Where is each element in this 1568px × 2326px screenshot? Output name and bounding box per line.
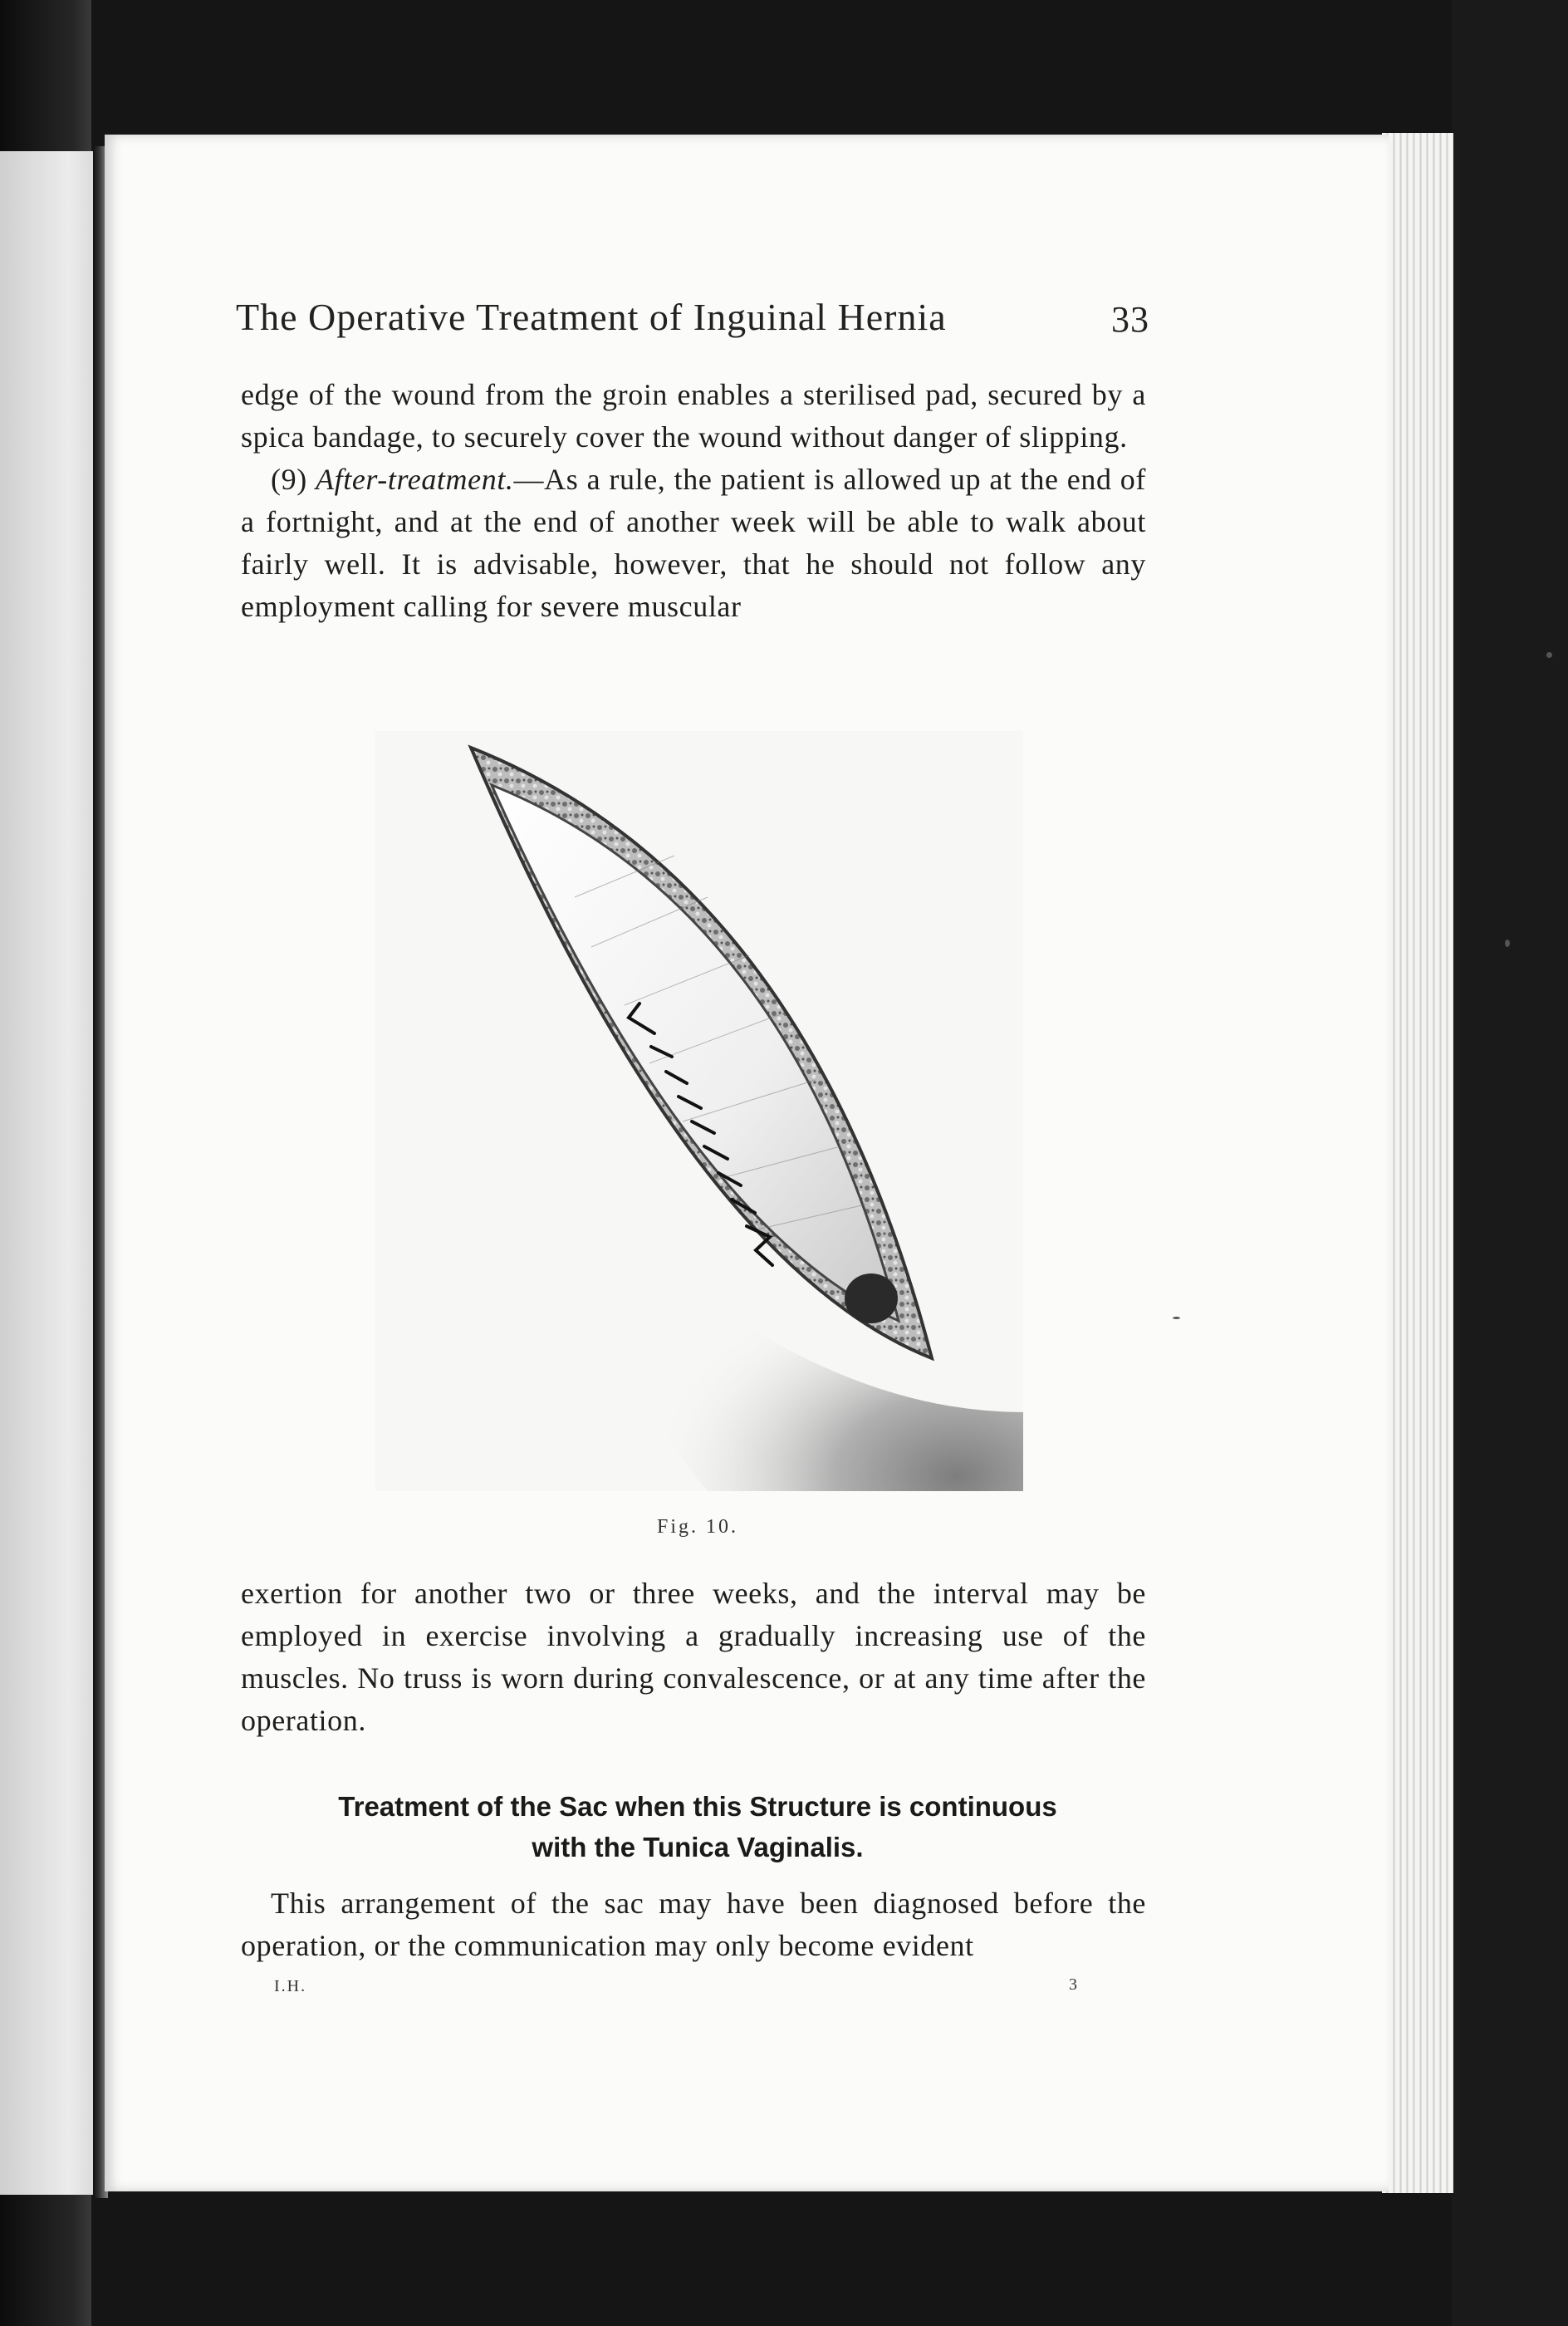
paragraph-wound-dressing: edge of the wound from the groin enables a sterilised pad, secured by a spica bandage, to securely cover the wound without danger of slipping. (241, 378, 1146, 454)
paragraph-heading: After-treatment. (316, 463, 514, 496)
facing-page-edge (0, 151, 98, 2195)
section-heading-line2: with the Tunica Vaginalis. (532, 1832, 864, 1862)
signature-number: 3 (1069, 1975, 1077, 1994)
scan-speck (1173, 1317, 1180, 1319)
scan-speck (1505, 940, 1510, 947)
printer-signature: I.H. (274, 1977, 307, 1995)
scan-background-right (1452, 0, 1568, 2326)
text-block-middle (241, 1573, 1146, 1742)
figure-illustration (375, 731, 1023, 1491)
text-block-top (241, 374, 1146, 628)
figure-caption: Fig. 10. (656, 1516, 738, 1538)
paragraph-number: (9) (271, 463, 307, 496)
section-heading-line1: Treatment of the Sac when this Structure is continuous (338, 1791, 1057, 1822)
paragraph-text: —As a rule, the patient is allowed up at the end of a fortnight, and at the end of another week will be able to walk about fairly well. It is advisable, however, that he should not follow any employment calling for severe muscular (241, 463, 1146, 623)
paragraph-sac-arrangement: This arrangement of the sac may have been diagnosed before the operation, or the communication may only become evident (241, 1887, 1146, 1962)
scan-speck (1546, 652, 1552, 658)
paragraph-after-treatment (241, 459, 1146, 628)
running-header (236, 295, 1149, 345)
paragraph-convalescence: exertion for another two or three weeks, and the interval may be employed in exercise involving a gradually increasing use of the muscles. No truss is worn during convalescence, or at any time after the operation. (241, 1577, 1146, 1737)
page-number: 33 (1111, 299, 1149, 340)
sutured-wound-illustration (375, 731, 1023, 1491)
running-title: The Operative Treatment of Inguinal Hernia (236, 296, 947, 338)
section-heading (249, 1786, 1146, 1867)
text-block-bottom (241, 1882, 1146, 1967)
page-stack-edge (1382, 133, 1453, 2193)
cord-stump (845, 1273, 898, 1323)
